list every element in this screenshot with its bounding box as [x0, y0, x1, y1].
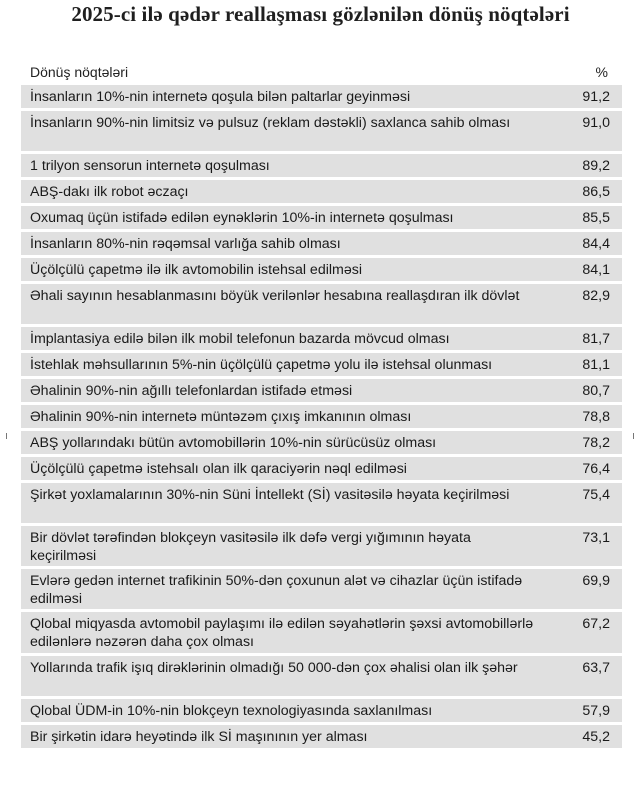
- row-value: 91,2: [582, 89, 610, 105]
- page-title: 2025-ci ilə qədər reallaşması gözlənilən dönüş nöqtələri: [71, 2, 570, 26]
- turning-points-table: [21, 59, 622, 751]
- table-row: [21, 725, 622, 751]
- table-row: [21, 483, 622, 526]
- row-label: Qlobal ÜDM-in 10%-nin blokçeyn texnologiyasında saxlanılması: [30, 703, 433, 719]
- row-value: 75,4: [582, 487, 610, 503]
- row-label: Üçölçülü çapetmə istehsalı olan ilk qaraciyərin nəql edilməsi: [30, 461, 407, 477]
- row-value: 45,2: [582, 729, 610, 745]
- row-value: 63,7: [582, 660, 610, 676]
- row-label: Üçölçülü çapetmə ilə ilk avtomobilin istehsal edilməsi: [30, 262, 362, 278]
- table-row: [21, 327, 622, 353]
- table-row: [21, 85, 622, 111]
- row-value: 67,2: [582, 616, 610, 632]
- row-value: 86,5: [582, 184, 610, 200]
- row-label: Bir dövlət tərəfindən blokçeyn vasitəsilə ilk dəfə vergi yığımının həyata keçirilməsi: [30, 530, 471, 564]
- table-row: [21, 258, 622, 284]
- row-label: Bir şirkətin idarə heyətində ilk Sİ maşınının yer alması: [30, 729, 368, 745]
- row-label: 1 trilyon sensorun internetə qoşulması: [30, 158, 270, 174]
- table-row: [21, 206, 622, 232]
- table-row: [21, 457, 622, 483]
- table-row: [21, 353, 622, 379]
- row-label: İnsanların 90%-nin limitsiz və pulsuz (reklam dəstəkli) saxlanca sahib olması: [30, 115, 511, 131]
- row-value: 84,1: [582, 262, 610, 278]
- row-label: Evlərə gedən internet trafikinin 50%-dən çoxunun alət və cihazlar üçün istifadə edilməsi: [30, 573, 523, 607]
- row-value: 69,9: [582, 573, 610, 589]
- table-row: [21, 612, 622, 656]
- table-row: [21, 405, 622, 431]
- row-label: Şirkət yoxlamalarının 30%-nin Süni İntellekt (Sİ) vasitəsilə həyata keçirilməsi: [30, 487, 510, 503]
- row-label: İmplantasiya edilə bilən ilk mobil telefonun bazarda mövcud olması: [30, 331, 450, 347]
- row-value: 57,9: [582, 703, 610, 719]
- table-row: [21, 526, 622, 569]
- row-value: 84,4: [582, 236, 610, 252]
- table-row: [21, 379, 622, 405]
- crop-mark: [633, 433, 634, 439]
- header-unit: %: [595, 64, 608, 80]
- row-label: Əhalinin 90%-nin ağıllı telefonlardan istifadə etməsi: [30, 383, 353, 399]
- row-value: 76,4: [582, 461, 610, 477]
- table-row: [21, 431, 622, 457]
- row-label: İstehlak məhsullarının 5%-nin üçölçülü çapetmə yolu ilə istehsal olunması: [30, 357, 493, 373]
- row-label: Yollarında trafik işıq dirəklərinin olmadığı 50 000-dən çox əhalisi olan ilk şəhər: [30, 660, 518, 676]
- row-value: 91,0: [582, 115, 610, 131]
- table-row: [21, 154, 622, 180]
- table-row: [21, 232, 622, 258]
- table-row: [21, 284, 622, 327]
- table-row: [21, 699, 622, 725]
- table-row: [21, 180, 622, 206]
- table-row: [21, 111, 622, 154]
- row-label: ABŞ yollarındakı bütün avtomobillərin 10%-nin sürücüsüz olması: [30, 435, 437, 451]
- row-label: Qlobal miqyasda avtomobil paylaşımı ilə edilən səyahətlərin şəxsi avtomobillərlə edilənlərə nəzərən daha çox olması: [30, 616, 534, 650]
- row-label: Oxumaq üçün istifadə edilən eynəklərin 10%-in internetə qoşulması: [30, 210, 454, 226]
- crop-mark: [6, 433, 7, 439]
- row-value: 89,2: [582, 158, 610, 174]
- header-label: Dönüş nöqtələri: [30, 64, 129, 80]
- table-body: [21, 85, 622, 751]
- row-value: 73,1: [582, 530, 610, 546]
- row-value: 81,1: [582, 357, 610, 373]
- row-value: 81,7: [582, 331, 610, 347]
- row-value: 82,9: [582, 288, 610, 304]
- row-value: 78,2: [582, 435, 610, 451]
- row-label: İnsanların 80%-nin rəqəmsal varlığa sahib olması: [30, 236, 341, 252]
- row-value: 78,8: [582, 409, 610, 425]
- row-label: Əhalinin 90%-nin internetə müntəzəm çıxış imkanının olması: [30, 409, 412, 425]
- row-label: Əhali sayının hesablanmasını böyük verilənlər hesabına reallaşdıran ilk dövlət: [30, 288, 520, 304]
- row-label: ABŞ-dakı ilk robot əczaçı: [30, 184, 189, 200]
- table-row: [21, 656, 622, 699]
- table-row: [21, 569, 622, 612]
- row-value: 85,5: [582, 210, 610, 226]
- row-value: 80,7: [582, 383, 610, 399]
- table-header: [21, 59, 622, 85]
- row-label: İnsanların 10%-nin internetə qoşula bilən paltarlar geyinməsi: [30, 89, 411, 105]
